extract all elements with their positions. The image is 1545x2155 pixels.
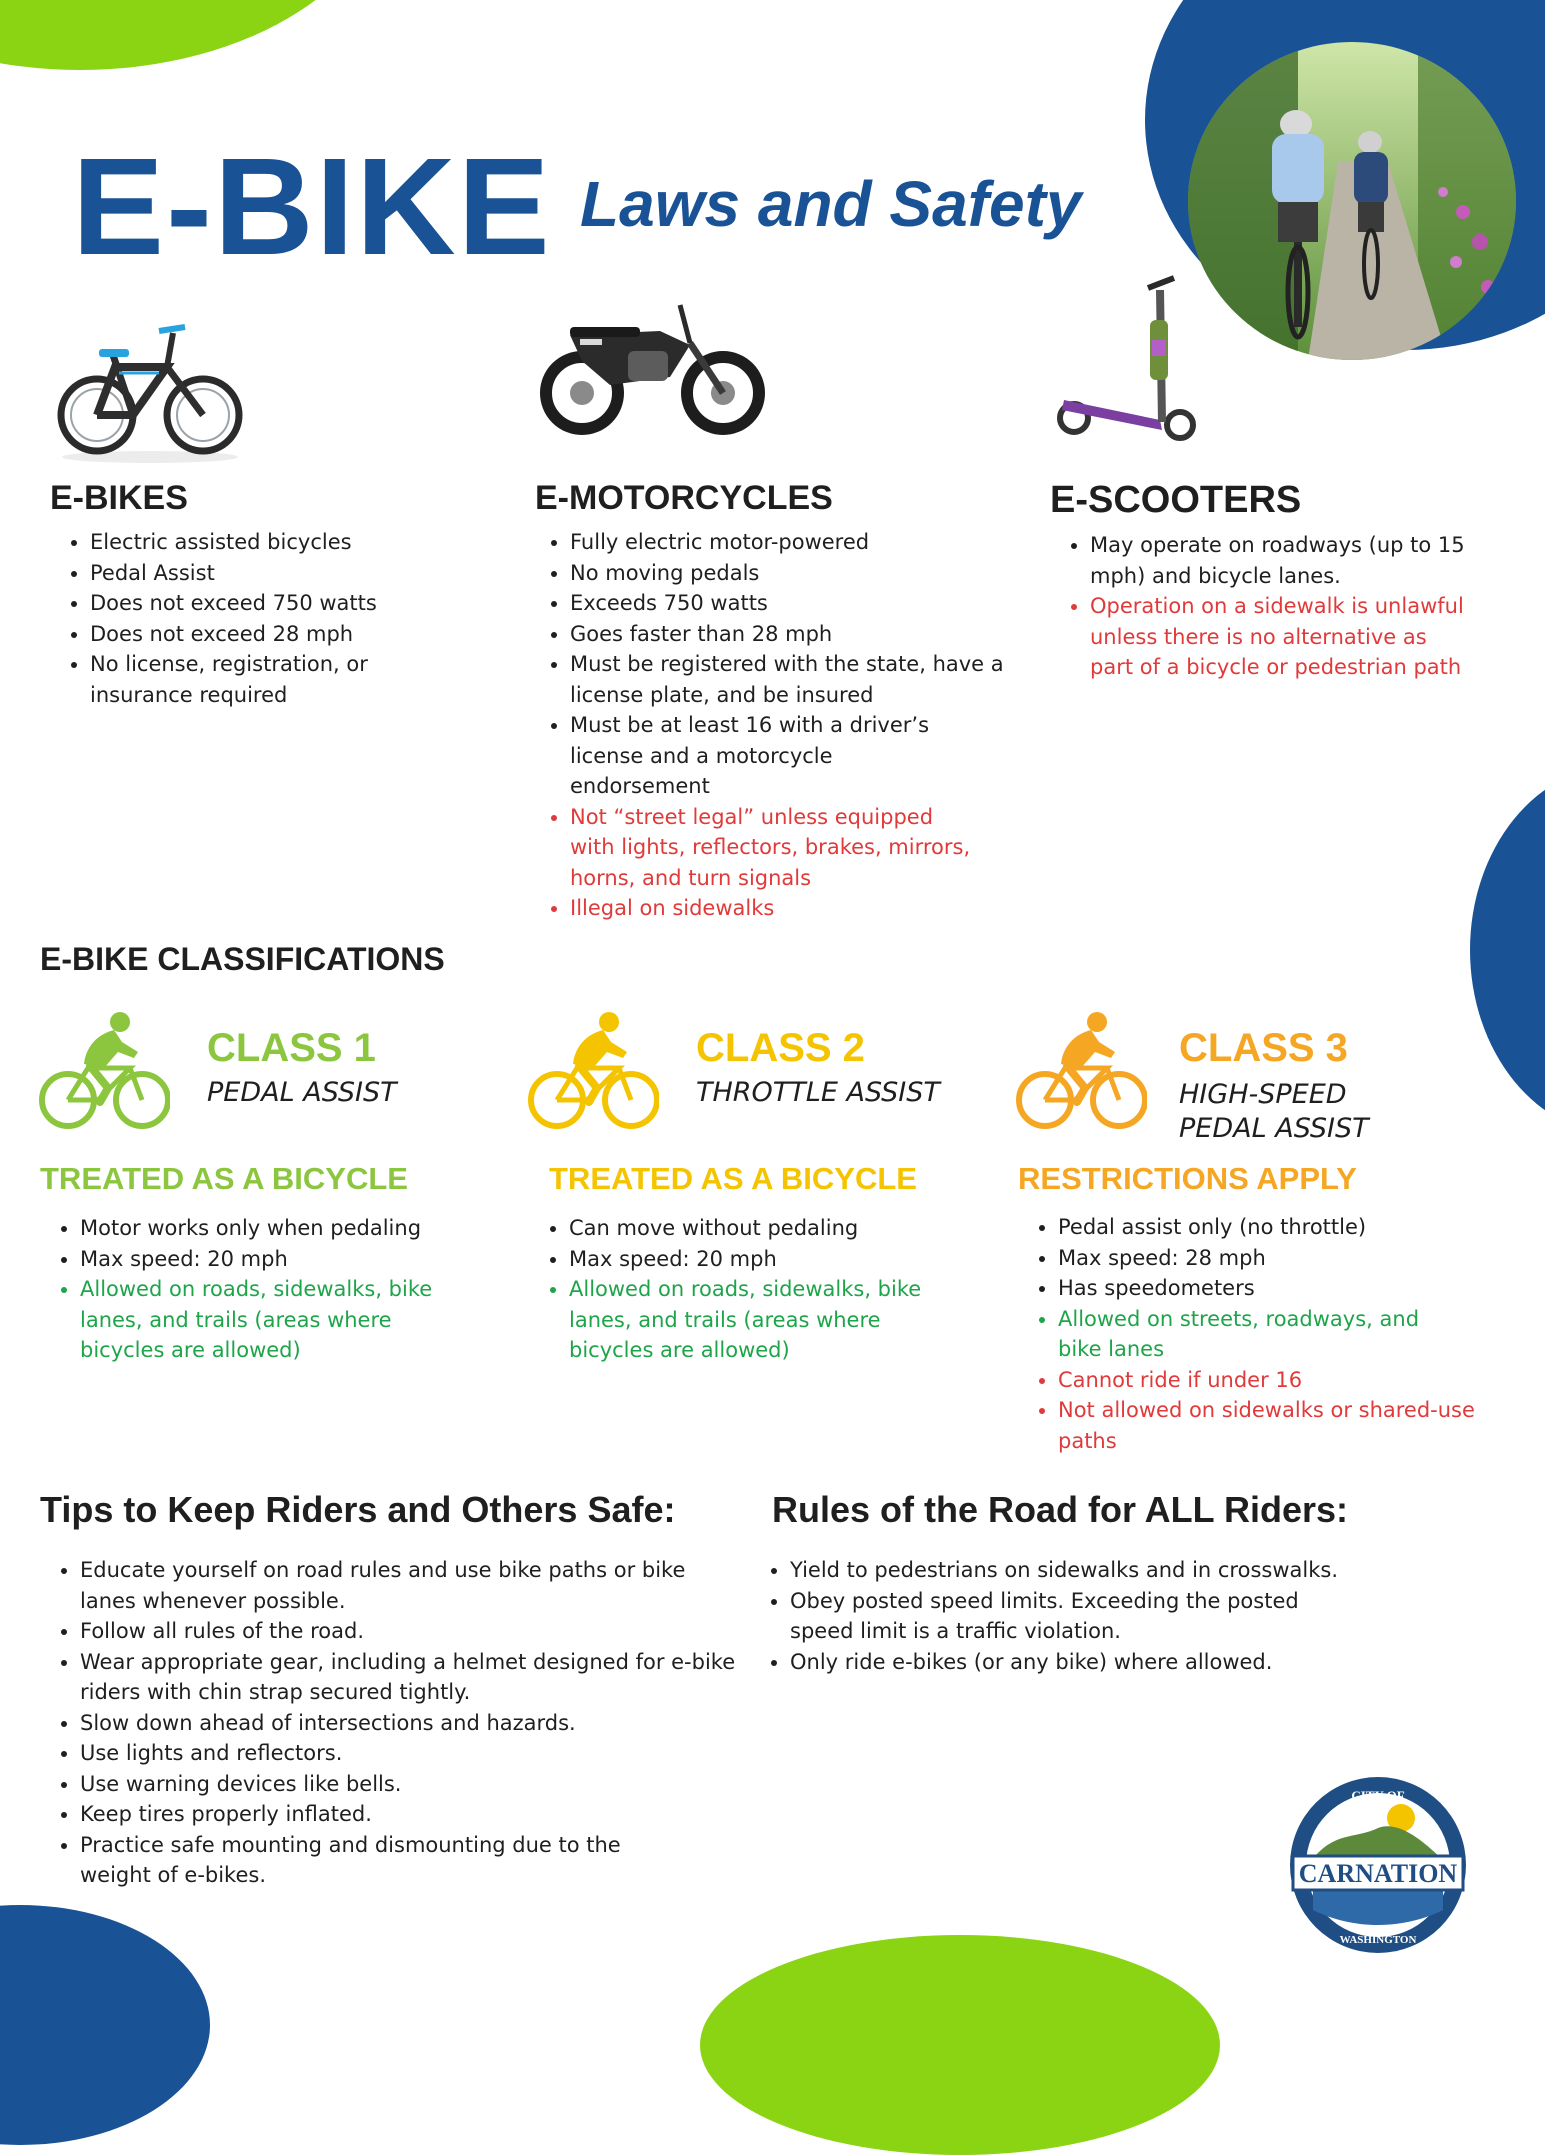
list-item: • Illegal on sidewalks <box>570 893 1040 924</box>
list-item: • Pedal assist only (no throttle) <box>1058 1212 1538 1243</box>
list-item: • Can move without pedaling <box>569 1213 1009 1244</box>
list-item: • Keep tires properly inflated. <box>80 1799 740 1830</box>
list-item: • Follow all rules of the road. <box>80 1616 740 1647</box>
list-item: • Not allowed on sidewalks or shared-use paths <box>1058 1395 1488 1456</box>
list-item: • Electric assisted bicycles <box>90 527 490 558</box>
logo-bottom-text: WASHINGTON <box>1339 1934 1417 1946</box>
list-item: • Only ride e-bikes (or any bike) where allowed. <box>790 1647 1470 1678</box>
list-item: • Goes faster than 28 mph <box>570 619 1040 650</box>
list-item: • Allowed on roads, sidewalks, bike lanes, and trails (areas where bicycles are allowed) <box>569 1274 969 1366</box>
list-item: • Exceeds 750 watts <box>570 588 1040 619</box>
ebikes-list <box>52 527 490 710</box>
list-item: • Must be at least 16 with a driver’s license and a motorcycle endorsement <box>570 710 950 802</box>
list-item: • Obey posted speed limits. Exceeding the posted speed limit is a traffic violation. <box>790 1586 1350 1647</box>
decor-lime-bottom <box>700 1935 1220 2155</box>
page-title: E-BIKE <box>72 130 552 284</box>
class3-list <box>1020 1212 1538 1456</box>
classifications-heading: E-BIKE CLASSIFICATIONS <box>40 941 445 977</box>
list-item: • Pedal Assist <box>90 558 490 589</box>
emotorcycles-list <box>532 527 1040 924</box>
class3-name: CLASS 3 <box>1179 1026 1348 1070</box>
scooter-icon <box>1050 270 1200 450</box>
city-logo <box>1283 1770 1473 1960</box>
list-item: • Fully electric motor-powered <box>570 527 1040 558</box>
class1-treatment: TREATED AS A BICYCLE <box>40 1161 408 1196</box>
list-item: • Max speed: 20 mph <box>569 1244 1009 1275</box>
list-item: • Has speedometers <box>1058 1273 1538 1304</box>
decor-blue-right <box>1470 765 1545 1135</box>
list-item: • Max speed: 28 mph <box>1058 1243 1538 1274</box>
list-item: • Cannot ride if under 16 <box>1058 1365 1538 1396</box>
logo-top-text: CITY OF <box>1351 1788 1405 1803</box>
class2-type: THROTTLE ASSIST <box>696 1077 940 1108</box>
list-item: • Yield to pedestrians on sidewalks and in crosswalks. <box>790 1555 1470 1586</box>
list-item: • Use lights and reflectors. <box>80 1738 740 1769</box>
list-item: • No moving pedals <box>570 558 1040 589</box>
list-item: • Not “street legal” unless equipped with lights, reflectors, brakes, mirrors, horns, and turn signals <box>570 802 980 894</box>
list-item: • Motor works only when pedaling <box>80 1213 520 1244</box>
rules-list <box>752 1555 1470 1677</box>
list-item: • Max speed: 20 mph <box>80 1244 520 1275</box>
cyclist-icon-class2 <box>527 1012 659 1132</box>
page-subtitle: Laws and Safety <box>580 168 1082 240</box>
list-item: • May operate on roadways (up to 15 mph) and bicycle lanes. <box>1090 530 1490 591</box>
logo-name: CARNATION <box>1298 1859 1458 1888</box>
list-item: • No license, registration, or insurance required <box>90 649 410 710</box>
list-item: • Must be registered with the state, have a license plate, and be insured <box>570 649 1040 710</box>
class1-name: CLASS 1 <box>207 1026 376 1070</box>
vehicle-heading-escooters: E-SCOOTERS <box>1050 479 1302 521</box>
list-item: • Does not exceed 28 mph <box>90 619 490 650</box>
list-item: • Educate yourself on road rules and use bike paths or bike lanes whenever possible. <box>80 1555 740 1616</box>
class3-treatment: RESTRICTIONS APPLY <box>1018 1161 1357 1196</box>
decor-lime-top-left <box>0 0 390 70</box>
class2-name: CLASS 2 <box>696 1026 865 1070</box>
tips-list <box>42 1555 740 1891</box>
list-item: • Use warning devices like bells. <box>80 1769 740 1800</box>
bicycle-icon <box>55 315 245 465</box>
list-item: • Slow down ahead of intersections and hazards. <box>80 1708 740 1739</box>
decor-blue-bottom-left <box>0 1905 210 2145</box>
list-item: • Allowed on streets, roadways, and bike lanes <box>1058 1304 1458 1365</box>
riders-photo <box>1188 42 1516 360</box>
tips-heading: Tips to Keep Riders and Others Safe: <box>40 1489 676 1530</box>
cyclist-icon-class1 <box>38 1012 170 1132</box>
cyclist-icon-class3 <box>1015 1012 1147 1132</box>
rules-heading: Rules of the Road for ALL Riders: <box>772 1489 1349 1530</box>
list-item: • Wear appropriate gear, including a helmet designed for e-bike riders with chin strap secured tightly. <box>80 1647 740 1708</box>
class3-type: HIGH-SPEED PEDAL ASSIST <box>1179 1079 1369 1144</box>
list-item: • Does not exceed 750 watts <box>90 588 490 619</box>
class1-list <box>42 1213 520 1366</box>
vehicle-heading-emotorcycles: E-MOTORCYCLES <box>535 479 833 517</box>
list-item: • Operation on a sidewalk is unlawful unless there is no alternative as part of a bicycle or pedestrian path <box>1090 591 1470 683</box>
class2-treatment: TREATED AS A BICYCLE <box>549 1161 917 1196</box>
class2-list <box>531 1213 1009 1366</box>
list-item: • Allowed on roads, sidewalks, bike lanes, and trails (areas where bicycles are allowed) <box>80 1274 480 1366</box>
list-item: • Practice safe mounting and dismounting due to the weight of e-bikes. <box>80 1830 680 1891</box>
escooters-list <box>1052 530 1530 683</box>
motorcycle-icon <box>540 295 765 435</box>
class1-type: PEDAL ASSIST <box>207 1077 397 1108</box>
vehicle-heading-ebikes: E-BIKES <box>50 479 188 517</box>
